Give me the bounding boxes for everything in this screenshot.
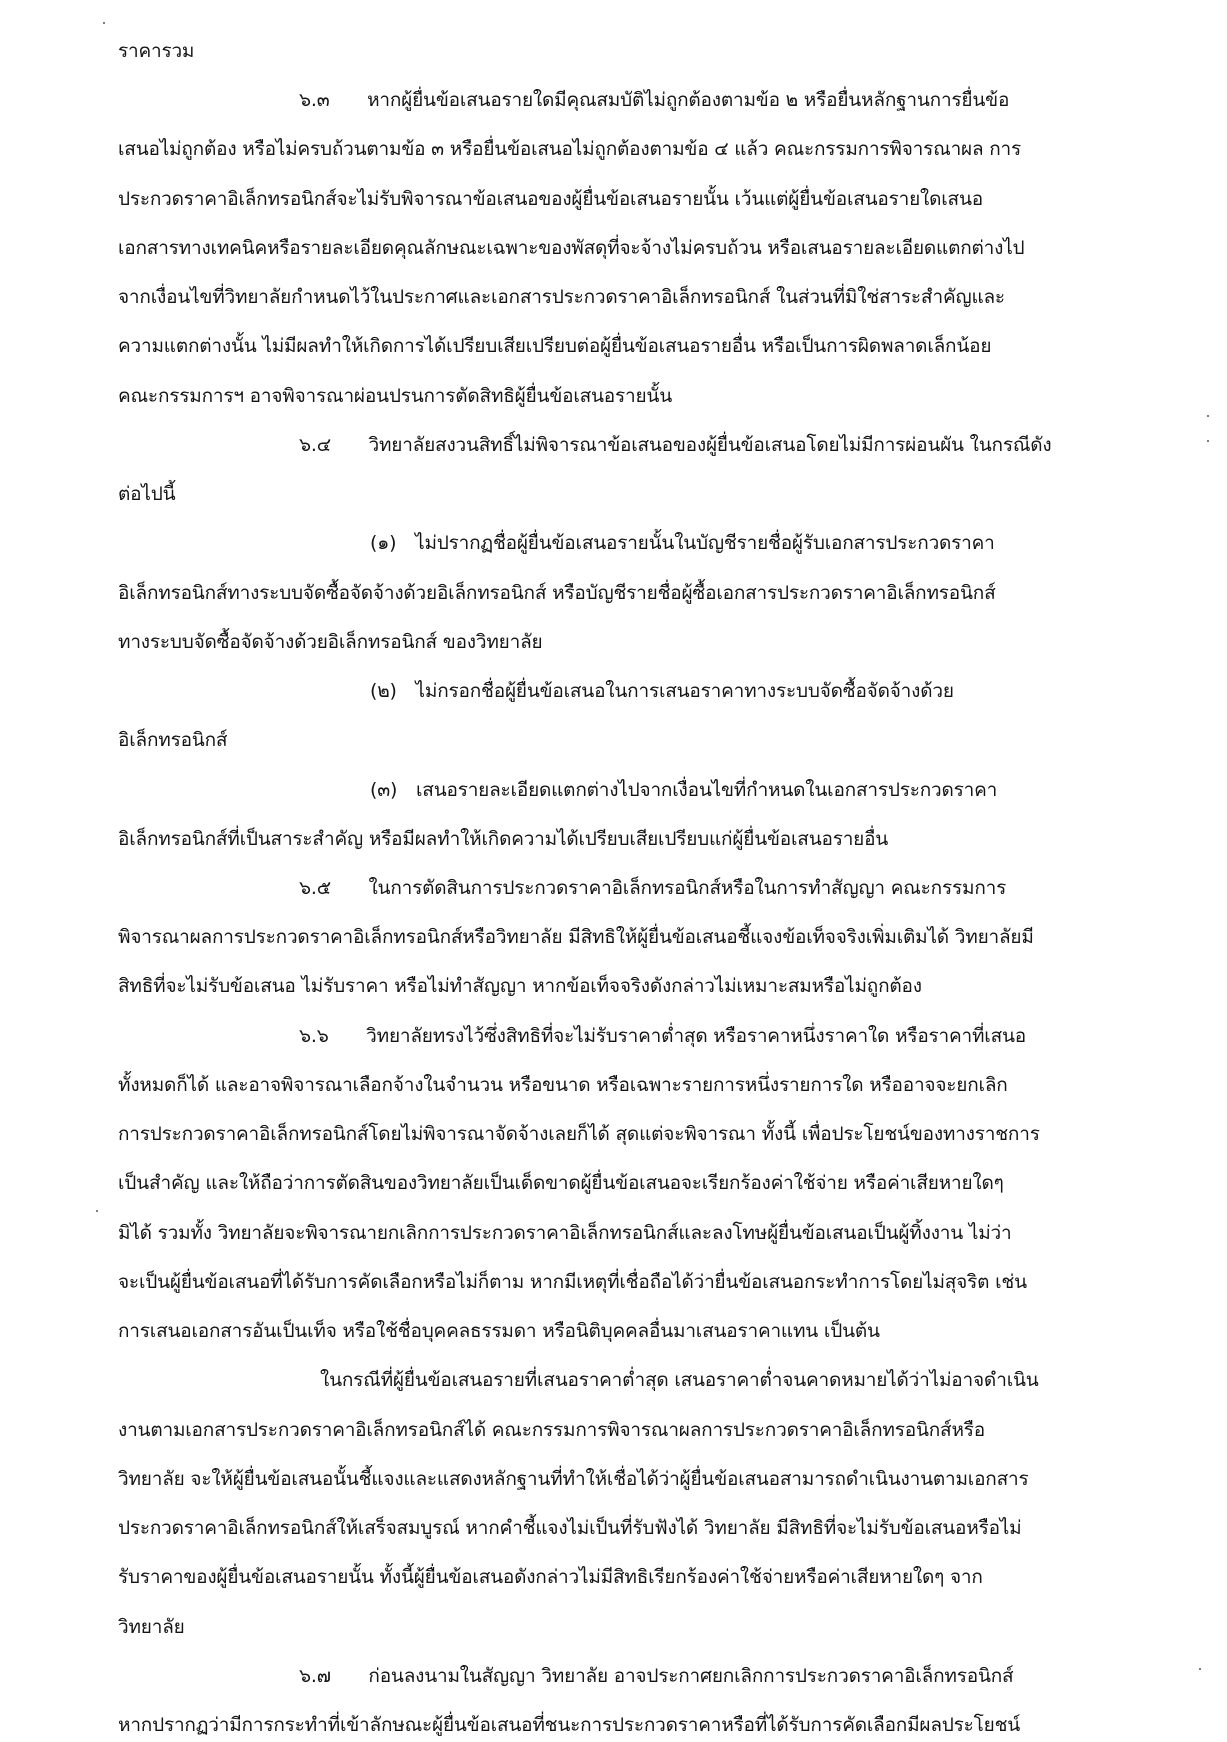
clause-6-3-line: ความแตกต่างนั้น ไม่มีผลทำให้เกิดการได้เปรียบเสียเปรียบต่อผู้ยื่นข้อเสนอรายอื่น หรือเป็นการผิดพลาดเล็กน้อย [118, 335, 992, 357]
clause-6-6-paragraph-2-line: งานตามเอกสารประกวดราคาอิเล็กทรอนิกส์ได้ คณะกรรมการพิจารณาผลการประกวดราคาอิเล็กทรอนิกส์หรือ [118, 1419, 985, 1441]
clause-6-7-heading: ๖.๗ ก่อนลงนามในสัญญา วิทยาลัย อาจประกาศยกเลิกการประกวดราคาอิเล็กทรอนิกส์ [299, 1665, 1014, 1687]
clause-6-3-line: เสนอไม่ถูกต้อง หรือไม่ครบถ้วนตามข้อ ๓ หรือยื่นข้อเสนอไม่ถูกต้องตามข้อ ๔ แล้ว คณะกรรมการพิจารณาผล การ [118, 138, 1022, 160]
clause-6-6-paragraph-2-line: ประกวดราคาอิเล็กทรอนิกส์ให้เสร็จสมบูรณ์ หากคำชี้แจงไม่เป็นที่รับฟังได้ วิทยาลัย มีสิทธิที่จะไม่รับข้อเสนอหรือไม่ [118, 1517, 1022, 1539]
clause-6-6-paragraph-2-line: วิทยาลัย [118, 1616, 185, 1638]
clause-6-4-heading: ๖.๔ วิทยาลัยสงวนสิทธิ์ไม่พิจารณาข้อเสนอของผู้ยื่นข้อเสนอโดยไม่มีการผ่อนผัน ในกรณีดัง [299, 434, 1052, 456]
clause-6-6-paragraph-2-line: รับราคาของผู้ยื่นข้อเสนอรายนั้น ทั้งนี้ผู้ยื่นข้อเสนอดังกล่าวไม่มีสิทธิเรียกร้องค่าใช้จ่ายหรือค่าเสียหายใดๆ จาก [118, 1566, 983, 1588]
clause-6-6-line: การประกวดราคาอิเล็กทรอนิกส์โดยไม่พิจารณาจัดจ้างเลยก็ได้ สุดแต่จะพิจารณา ทั้งนี้ เพื่อประโยชน์ของทางราชการ [118, 1123, 1040, 1145]
clause-6-6-line: การเสนอเอกสารอันเป็นเท็จ หรือใช้ชื่อบุคคลธรรมดา หรือนิติบุคคลอื่นมาเสนอราคาแทน เป็นต้น [118, 1320, 880, 1342]
scan-speck [1199, 1668, 1201, 1670]
clause-6-5-heading: ๖.๕ ในการตัดสินการประกวดราคาอิเล็กทรอนิกส์หรือในการทำสัญญา คณะกรรมการ [299, 877, 1007, 899]
clause-6-7-line: หากปรากฏว่ามีการกระทำที่เข้าลักษณะผู้ยื่นข้อเสนอที่ชนะการประกวดราคาหรือที่ได้รับการคัดเลือกมีผลประโยชน์ [118, 1714, 1021, 1736]
clause-6-4-item-1-line: ทางระบบจัดซื้อจัดจ้างด้วยอิเล็กทรอนิกส์ ของวิทยาลัย [118, 631, 543, 653]
clause-6-3-line: เอกสารทางเทคนิคหรือรายละเอียดคุณลักษณะเฉพาะของพัสดุที่จะจ้างไม่ครบถ้วน หรือเสนอรายละเอียดแตกต่างไป [118, 237, 1025, 259]
clause-6-4-item-3-line: อิเล็กทรอนิกส์ที่เป็นสาระสำคัญ หรือมีผลทำให้เกิดความได้เปรียบเสียเปรียบแก่ผู้ยื่นข้อเสนอรายอื่น [118, 828, 889, 850]
clause-6-4-item-2-line: อิเล็กทรอนิกส์ [118, 729, 228, 751]
clause-6-4-item-1-line: อิเล็กทรอนิกส์ทางระบบจัดซื้อจัดจ้างด้วยอิเล็กทรอนิกส์ หรือบัญชีรายชื่อผู้ซื้อเอกสารประกวดราคาอิเล็กทรอนิกส์ [118, 582, 996, 604]
clause-6-6-line: จะเป็นผู้ยื่นข้อเสนอที่ได้รับการคัดเลือกหรือไม่ก็ตาม หากมีเหตุที่เชื่อถือได้ว่ายื่นข้อเสนอกระทำการโดยไม่สุจริต เช่น [118, 1271, 1027, 1293]
clause-6-6-line: มิได้ รวมทั้ง วิทยาลัยจะพิจารณายกเลิกการประกวดราคาอิเล็กทรอนิกส์และลงโทษผู้ยื่นข้อเสนอเป็นผู้ทิ้งงาน ไม่ว่า [118, 1222, 1012, 1244]
scan-speck [96, 1210, 98, 1212]
clause-6-3-line: ประกวดราคาอิเล็กทรอนิกส์จะไม่รับพิจารณาข้อเสนอของผู้ยื่นข้อเสนอรายนั้น เว้นแต่ผู้ยื่นข้อเสนอรายใดเสนอ [118, 188, 983, 210]
clause-6-3-heading: ๖.๓ หากผู้ยื่นข้อเสนอรายใดมีคุณสมบัติไม่ถูกต้องตามข้อ ๒ หรือยื่นหลักฐานการยื่นข้อ [299, 89, 1010, 111]
scan-speck [1207, 415, 1209, 417]
clause-6-6-paragraph-2-line: วิทยาลัย จะให้ผู้ยื่นข้อเสนอนั้นชี้แจงและแสดงหลักฐานที่ทำให้เชื่อได้ว่าผู้ยื่นข้อเสนอสามารถดำเนินงานตามเอกสาร [118, 1468, 1029, 1490]
clause-6-6-paragraph-2-heading: ในกรณีที่ผู้ยื่นข้อเสนอรายที่เสนอราคาต่ำสุด เสนอราคาต่ำจนคาดหมายได้ว่าไม่อาจดำเนิน [320, 1369, 1039, 1391]
scan-speck [1207, 440, 1209, 442]
clause-6-4-item-2: (๒) ไม่กรอกชื่อผู้ยื่นข้อเสนอในการเสนอราคาทางระบบจัดซื้อจัดจ้างด้วย [370, 680, 954, 702]
clause-6-4-item-3: (๓) เสนอรายละเอียดแตกต่างไปจากเงื่อนไขที่กำหนดในเอกสารประกวดราคา [370, 779, 998, 801]
clause-6-5-line: สิทธิที่จะไม่รับข้อเสนอ ไม่รับราคา หรือไม่ทำสัญญา หากข้อเท็จจริงดังกล่าวไม่เหมาะสมหรือไม่ถูกต้อง [118, 975, 922, 997]
clause-6-6-line: เป็นสำคัญ และให้ถือว่าการตัดสินของวิทยาลัยเป็นเด็ดขาดผู้ยื่นข้อเสนอจะเรียกร้องค่าใช้จ่าย หรือค่าเสียหายใดๆ [118, 1172, 1004, 1194]
clause-6-3-line: คณะกรรมการฯ อาจพิจารณาผ่อนปรนการตัดสิทธิผู้ยื่นข้อเสนอรายนั้น [118, 385, 672, 407]
clause-6-4-item-1: (๑) ไม่ปรากฏชื่อผู้ยื่นข้อเสนอรายนั้นในบัญชีรายชื่อผู้รับเอกสารประกวดราคา [370, 532, 995, 554]
clause-6-6-line: ทั้งหมดก็ได้ และอาจพิจารณาเลือกจ้างในจำนวน หรือขนาด หรือเฉพาะรายการหนึ่งรายการใด หรืออาจจะยกเลิก [118, 1074, 1008, 1096]
scan-speck [103, 22, 105, 24]
text-line-price-total: ราคารวม [118, 40, 195, 62]
clause-6-5-line: พิจารณาผลการประกวดราคาอิเล็กทรอนิกส์หรือวิทยาลัย มีสิทธิให้ผู้ยื่นข้อเสนอชี้แจงข้อเท็จจริงเพิ่มเติมได้ วิทยาลัยมี [118, 926, 1034, 948]
clause-6-6-heading: ๖.๖ วิทยาลัยทรงไว้ซึ่งสิทธิที่จะไม่รับราคาต่ำสุด หรือราคาหนึ่งราคาใด หรือราคาที่เสนอ [299, 1025, 1026, 1047]
clause-6-4-line: ต่อไปนี้ [118, 483, 176, 505]
clause-6-3-line: จากเงื่อนไขที่วิทยาลัยกำหนดไว้ในประกาศและเอกสารประกวดราคาอิเล็กทรอนิกส์ ในส่วนที่มิใช่สาระสำคัญและ [118, 286, 1005, 308]
